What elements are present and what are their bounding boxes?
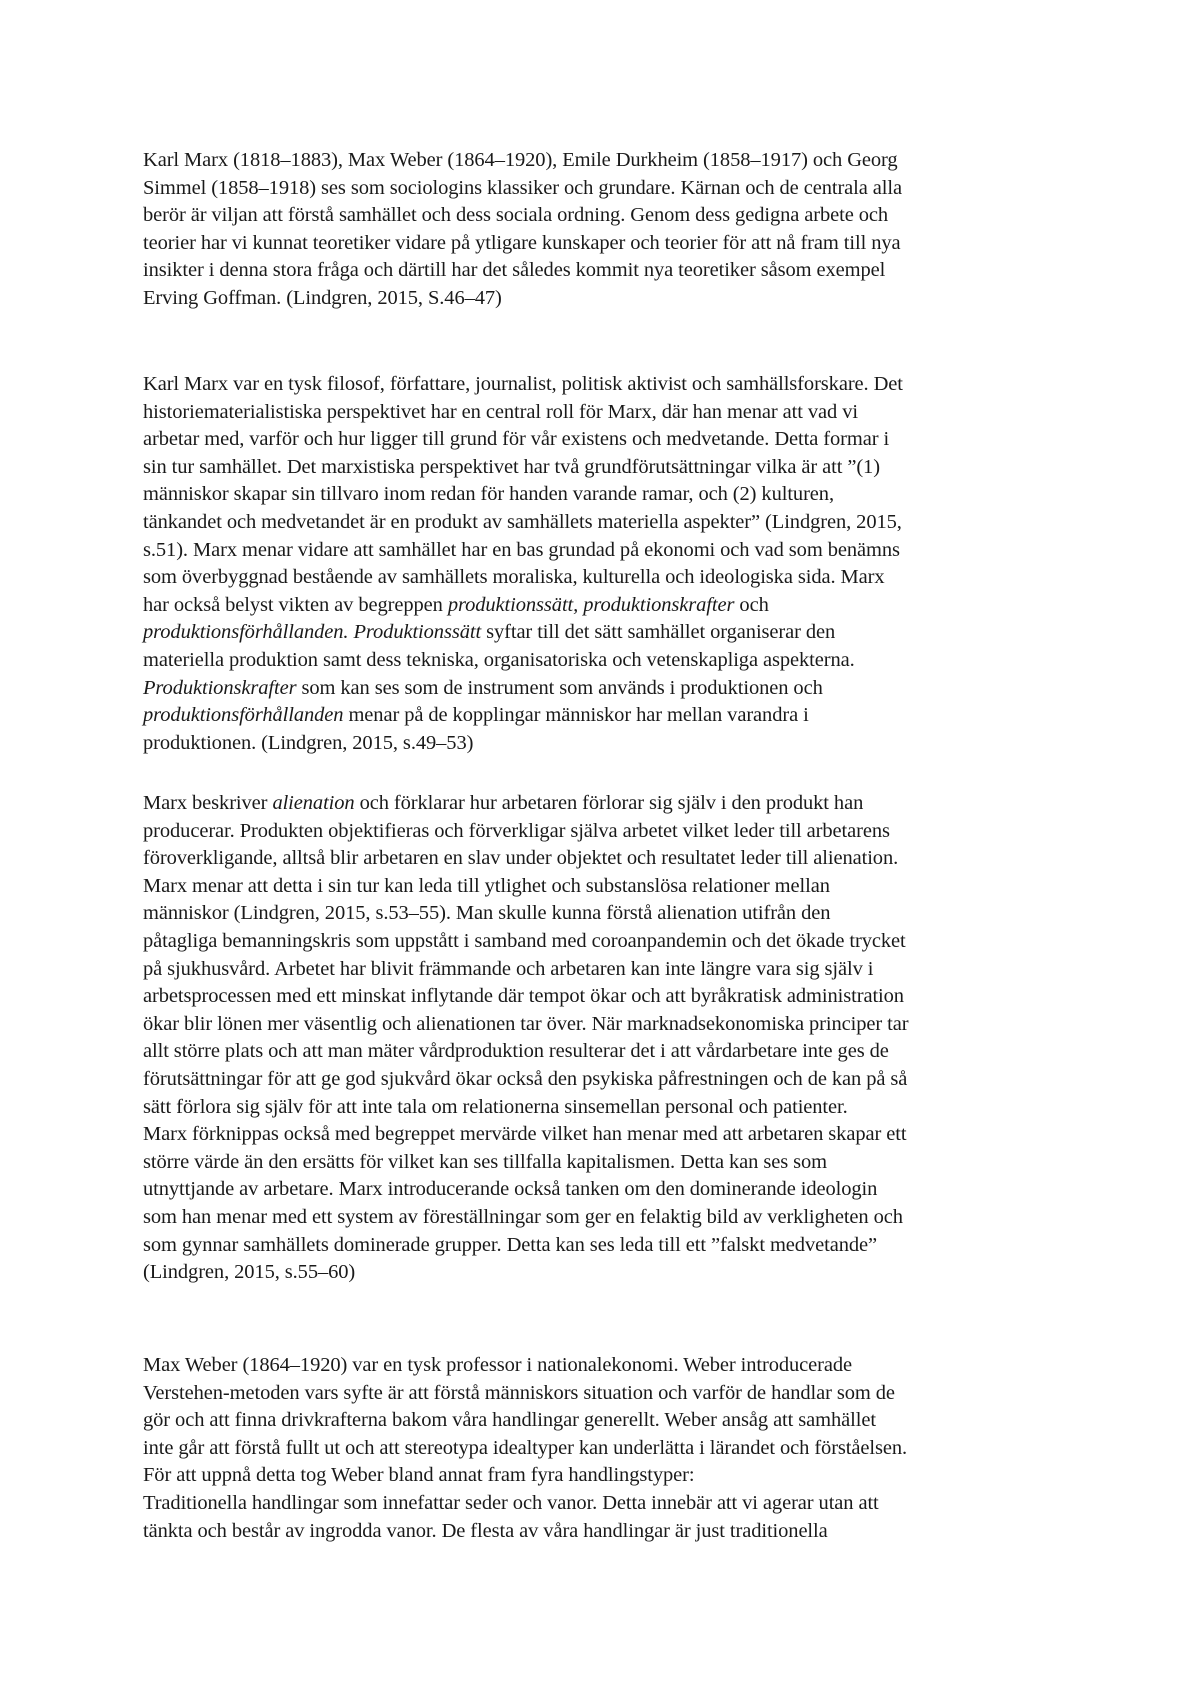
text-run: producerar. Produkten objektifieras och förverkligar själva arbetet vilket leder till arbetarens	[143, 819, 890, 842]
text-run: arbetar med, varför och hur ligger till grund för vår existens och medvetande. Detta formar i	[143, 428, 890, 451]
text-line	[143, 285, 1073, 313]
text-run: Verstehen-metoden vars syfte är att förstå människors situation och varför de handlar som de	[143, 1381, 895, 1404]
text-line	[143, 647, 1073, 675]
text-line	[143, 1232, 1073, 1260]
text-line	[143, 1038, 1073, 1066]
text-run: Traditionella handlingar som innefattar seder och vanor. Detta innebär att vi agerar utan att	[143, 1491, 879, 1514]
text-line	[143, 983, 1073, 1011]
text-run: syftar till det sätt samhället organiserar den	[481, 621, 836, 644]
text-run: s.51). Marx menar vidare att samhället har en bas grundad på ekonomi och vad som benämns	[143, 538, 900, 561]
text-run: utnyttjande av arbetare. Marx introducerande också tanken om den dominerande ideologin	[143, 1178, 878, 1201]
text-run: Max Weber (1864–1920) var en tysk professor i nationalekonomi. Weber introducerade	[143, 1354, 853, 1376]
text-line	[143, 592, 1073, 620]
text-run: menar på de kopplingar människor har mellan varandra i	[343, 704, 809, 727]
text-run: Karl Marx (1818–1883), Max Weber (1864–1920), Emile Durkheim (1858–1917) och Georg	[143, 149, 898, 171]
text-line	[143, 675, 1073, 703]
text-run: allt större plats och att man mäter vårdproduktion resulterar det i att vårdarbetare inte ges de	[143, 1040, 889, 1063]
text-run: som gynnar samhällets dominerade grupper. Detta kan ses leda till ett ”falskt medvetande”	[143, 1233, 877, 1256]
text-run: har också belyst vikten av begreppen	[143, 593, 448, 616]
text-line	[143, 845, 1073, 873]
text-run: historiematerialistiska perspektivet har en central roll för Marx, där han menar att vad vi	[143, 400, 858, 423]
text-line	[143, 928, 1073, 956]
text-line	[143, 509, 1073, 537]
text-line	[143, 202, 1073, 230]
text-line	[143, 702, 1073, 730]
text-run: tänkandet och medvetandet är en produkt av samhällets materiella aspekter” (Lindgren, 2015,	[143, 510, 902, 533]
text-line	[143, 730, 1073, 758]
text-run: och förklarar hur arbetaren förlorar sig själv i den produkt han	[354, 792, 864, 814]
text-run: och	[734, 593, 769, 616]
text-run: materiella produktion samt dess tekniska, organisatoriska och vetenskapliga aspekterna.	[143, 648, 855, 671]
text-run: som kan ses som de instrument som används i produktionen och	[296, 676, 823, 699]
text-line	[143, 257, 1073, 285]
text-line	[143, 371, 1073, 399]
text-run: föroverkligande, alltså blir arbetaren en slav under objektet och resultatet leder till alienation.	[143, 847, 899, 870]
text-run: berör är viljan att förstå samhället och dess sociala ordning. Genom dess gedigna arbete och	[143, 204, 889, 227]
text-run: För att uppnå detta tog Weber bland annat fram fyra handlingstyper:	[143, 1464, 695, 1487]
text-run: arbetsprocessen med ett minskat inflytande där tempot ökar och att byråkratisk administration	[143, 985, 904, 1008]
italic-term: alienation	[272, 792, 355, 814]
text-line	[143, 1204, 1073, 1232]
text-line	[143, 230, 1073, 258]
text-run: tänkta och består av ingrodda vanor. De flesta av våra handlingar är just traditionella	[143, 1519, 828, 1542]
text-run: människor (Lindgren, 2015, s.53–55). Man skulle kunna förstå alienation utifrån den	[143, 902, 831, 925]
text-line	[143, 900, 1073, 928]
italic-term: produktionsförhållanden. Produktionssätt	[143, 621, 482, 644]
text-run: påtagliga bemanningskris som uppstått i samband med coroanpandemin och det ökade trycket	[143, 929, 906, 952]
text-line	[143, 454, 1073, 482]
text-line	[143, 1259, 1073, 1287]
text-line	[143, 1407, 1073, 1435]
text-line	[143, 1094, 1073, 1122]
paragraph-weber	[143, 1352, 1073, 1545]
text-line	[143, 147, 1073, 175]
text-run: sätt förlora sig själv för att inte tala om relationerna sinsemellan personal och patienter.	[143, 1095, 848, 1118]
text-line	[143, 1518, 1073, 1546]
text-line	[143, 1066, 1073, 1094]
text-run: förutsättningar för att ge god sjukvård ökar också den psykiska påfrestningen och de kan på så	[143, 1067, 908, 1090]
paragraph-marx-intro	[143, 371, 1073, 757]
paragraph-intro	[143, 147, 1073, 313]
text-line	[143, 1490, 1073, 1518]
text-run: Karl Marx var en tysk filosof, författare, journalist, politisk aktivist och samhällsforskare. Det	[143, 373, 903, 395]
text-run: som överbyggnad bestående av samhällets moraliska, kulturella och ideologiska sida. Marx	[143, 566, 885, 589]
text-line	[143, 818, 1073, 846]
text-run: inte går att förstå fullt ut och att stereotypa idealtyper kan underlätta i lärandet och förståelsen.	[143, 1436, 908, 1459]
text-line	[143, 1176, 1073, 1204]
text-line	[143, 619, 1073, 647]
text-run: Marx menar att detta i sin tur kan leda till ytlighet och substanslösa relationer mellan	[143, 874, 830, 897]
text-line	[143, 481, 1073, 509]
text-run: gör och att finna drivkrafterna bakom våra handlingar generellt. Weber ansåg att samhället	[143, 1409, 876, 1432]
text-run: som han menar med ett system av föreställningar som ger en felaktig bild av verkligheten och	[143, 1205, 903, 1228]
text-run: insikter i denna stora fråga och därtill har det således kommit nya teoretiker såsom exempel	[143, 259, 886, 282]
text-line	[143, 1149, 1073, 1177]
text-run: produktionen. (Lindgren, 2015, s.49–53)	[143, 731, 474, 754]
text-line	[143, 537, 1073, 565]
text-run: större värde än den ersätts för vilket kan ses tillfalla kapitalismen. Detta kan ses som	[143, 1150, 828, 1173]
text-line	[143, 873, 1073, 901]
text-run: Marx förknippas också med begreppet mervärde vilket han menar med att arbetaren skapar ett	[143, 1123, 907, 1146]
text-line	[143, 175, 1073, 203]
paragraph-marx-alienation	[143, 790, 1073, 1287]
text-run: Simmel (1858–1918) ses som sociologins klassiker och grundare. Kärnan och de centrala alla	[143, 176, 902, 199]
italic-term: produktionsförhållanden	[143, 704, 344, 727]
text-run: sin tur samhället. Det marxistiska perspektivet har två grundförutsättningar vilka är att ”(1)	[143, 455, 880, 478]
text-line	[143, 426, 1073, 454]
text-line	[143, 1121, 1073, 1149]
text-line	[143, 956, 1073, 984]
text-run: Erving Goffman. (Lindgren, 2015, S.46–47)	[143, 286, 502, 309]
text-run: människor skapar sin tillvaro inom redan för handen varande ramar, och (2) kulturen,	[143, 483, 834, 506]
text-line	[143, 1462, 1073, 1490]
text-run: teorier har vi kunnat teoretiker vidare på ytligare kunskaper och teorier för att nå fram till nya	[143, 231, 901, 254]
text-line	[143, 399, 1073, 427]
text-run: (Lindgren, 2015, s.55–60)	[143, 1261, 356, 1284]
text-line	[143, 1352, 1073, 1380]
text-line	[143, 1435, 1073, 1463]
italic-term: produktionssätt, produktionskrafter	[447, 593, 735, 616]
text-line	[143, 564, 1073, 592]
text-line	[143, 1380, 1073, 1408]
text-line	[143, 790, 1073, 818]
text-line	[143, 1011, 1073, 1039]
text-run: ökar blir lönen mer väsentlig och alienationen tar över. När marknadsekonomiska principer tar	[143, 1012, 909, 1035]
text-run: på sjukhusvård. Arbetet har blivit främmande och arbetaren kan inte längre vara sig själv i	[143, 957, 874, 980]
italic-term: Produktionskrafter	[143, 676, 297, 699]
text-run: Marx beskriver	[143, 792, 273, 814]
